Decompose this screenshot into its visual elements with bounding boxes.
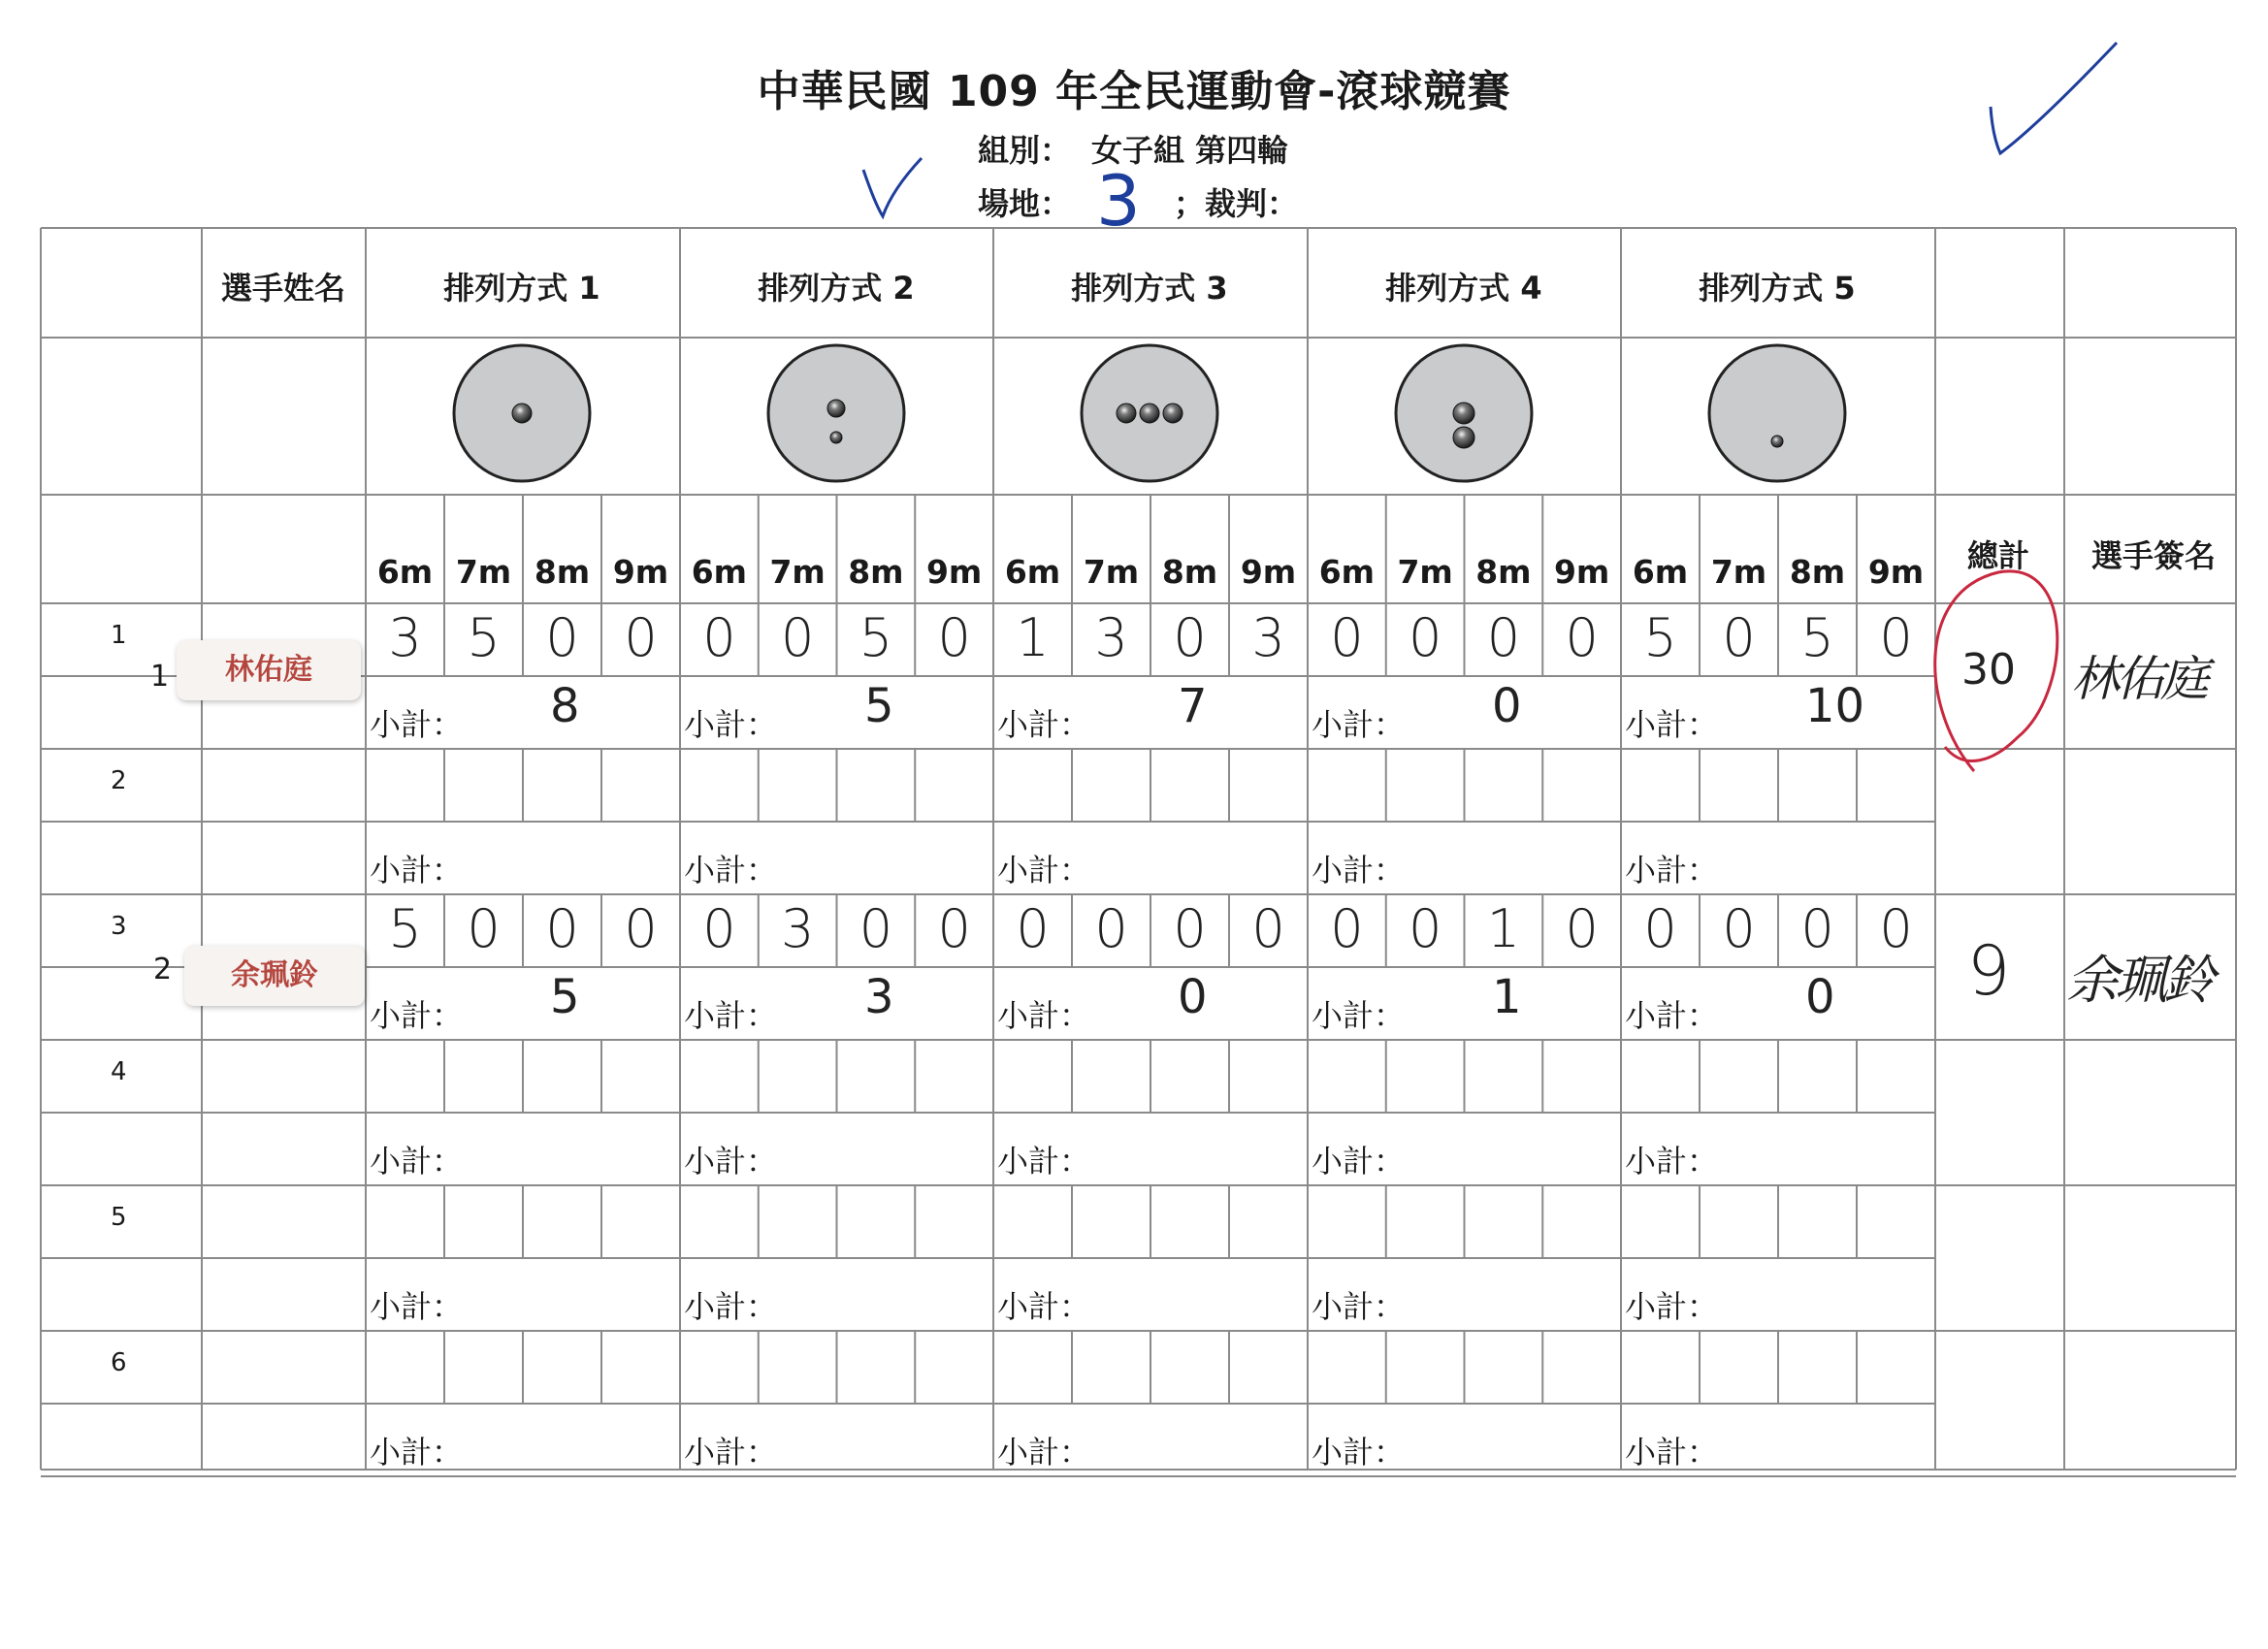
score-cell: 0 <box>545 607 579 668</box>
subtotal-value: 5 <box>864 679 894 733</box>
distance-header: 6m <box>1004 553 1061 591</box>
score-cell: 0 <box>1879 898 1913 959</box>
subtotal-label: 小計： <box>1312 1434 1406 1471</box>
subtotal-label: 小計： <box>684 852 778 889</box>
subtotal-label: 小計： <box>1312 1143 1406 1180</box>
score-cell: 0 <box>1408 898 1442 959</box>
score-cell: 3 <box>1094 607 1128 668</box>
subtotal-label: 小計： <box>1312 1288 1406 1325</box>
subtotal-label: 小計： <box>1625 997 1719 1034</box>
score-cell: 5 <box>1800 607 1834 668</box>
subtotal-value: 0 <box>1492 679 1522 733</box>
score-cell: 3 <box>388 607 422 668</box>
arrangement-2-header: 排列方式 2 <box>758 270 915 307</box>
score-cell: 0 <box>624 898 658 959</box>
arrangement-4-diagram <box>1396 345 1532 481</box>
score-cell: 0 <box>1486 607 1521 668</box>
score-cell: 0 <box>624 607 658 668</box>
distance-header: 8m <box>1789 553 1846 591</box>
venue-label: 場地： <box>978 185 1072 222</box>
venue-value: 3 <box>1096 160 1141 242</box>
score-cell: 0 <box>1565 898 1599 959</box>
score-cell: 0 <box>467 898 501 959</box>
player-2-seq: 2 <box>153 953 173 986</box>
distance-header: 7m <box>1710 553 1767 591</box>
subtotal-label: 小計： <box>997 1288 1091 1325</box>
subtotal-label: 小計： <box>997 997 1091 1034</box>
row-number: 5 <box>111 1203 127 1232</box>
arrangement-2-diagram <box>768 345 904 481</box>
subtotal-value: 8 <box>550 679 580 733</box>
score-cell: 0 <box>545 898 579 959</box>
score-cell: 0 <box>1722 607 1756 668</box>
score-cell: 0 <box>1016 898 1050 959</box>
subtotal-label: 小計： <box>997 706 1091 743</box>
score-cell: 0 <box>1565 607 1599 668</box>
subtotal-label: 小計： <box>1625 1288 1719 1325</box>
score-cell: 5 <box>388 898 422 959</box>
row-number: 3 <box>111 912 127 941</box>
subtotal-value: 10 <box>1805 679 1865 733</box>
distance-header: 6m <box>1318 553 1376 591</box>
distance-header: 7m <box>455 553 512 591</box>
subtotal-label: 小計： <box>997 1434 1091 1471</box>
subtotal-label: 小計： <box>1312 997 1406 1034</box>
subtotal-label: 小計： <box>1625 852 1719 889</box>
score-cell: 0 <box>1094 898 1128 959</box>
subtotal-value: 0 <box>1178 970 1208 1024</box>
score-cell: 0 <box>1643 898 1677 959</box>
arrangement-1-diagram <box>454 345 590 481</box>
score-cell: 0 <box>1879 607 1913 668</box>
distance-header: 7m <box>1397 553 1453 591</box>
subtotal-label: 小計： <box>1625 706 1719 743</box>
score-cell: 3 <box>1251 607 1285 668</box>
player-1-signature: 林佑庭 <box>2071 651 2205 707</box>
subtotal-label: 小計： <box>684 1143 778 1180</box>
score-cell: 0 <box>1330 898 1364 959</box>
row-number: 6 <box>111 1348 127 1377</box>
distance-header: 8m <box>1475 553 1532 591</box>
player-1-seq: 1 <box>150 660 170 694</box>
player-2-name: 余珮鈴 <box>184 946 365 1006</box>
distance-header: 9m <box>1867 553 1925 591</box>
distance-header: 9m <box>612 553 669 591</box>
score-cell: 0 <box>859 898 893 959</box>
arrangement-3-header: 排列方式 3 <box>1071 270 1228 307</box>
total-header: 總計 <box>1966 537 2029 574</box>
score-cell: 0 <box>1173 898 1207 959</box>
player-2-signature: 余珮鈴 <box>2066 950 2212 1011</box>
subtotal-label: 小計： <box>1625 1434 1719 1471</box>
score-cell: 0 <box>1251 898 1285 959</box>
distance-header: 6m <box>1632 553 1689 591</box>
player-name-header: 選手姓名 <box>220 270 345 307</box>
subtotal-value: 3 <box>864 970 894 1024</box>
row-number: 2 <box>111 766 127 795</box>
player-1-total: 30 <box>1961 645 2016 695</box>
score-cell: 0 <box>1408 607 1442 668</box>
referee-label: ；裁判： <box>1174 185 1299 222</box>
subtotal-value: 0 <box>1805 970 1835 1024</box>
arrangement-1-header: 排列方式 1 <box>443 270 600 307</box>
score-cell: 1 <box>1016 607 1050 668</box>
distance-header: 7m <box>1083 553 1140 591</box>
subtotal-label: 小計： <box>370 1143 464 1180</box>
score-cell: 5 <box>859 607 893 668</box>
row-number: 4 <box>111 1057 127 1086</box>
subtotal-label: 小計： <box>997 852 1091 889</box>
subtotal-label: 小計： <box>684 1288 778 1325</box>
score-cell: 0 <box>937 607 971 668</box>
subtotal-label: 小計： <box>684 997 778 1034</box>
distance-header: 9m <box>1553 553 1610 591</box>
score-cell: 3 <box>780 898 815 959</box>
arrangement-4-header: 排列方式 4 <box>1385 270 1542 307</box>
distance-header: 9m <box>925 553 983 591</box>
score-cell: 5 <box>1643 607 1677 668</box>
arrangement-3-diagram <box>1082 345 1217 481</box>
arrangement-5-header: 排列方式 5 <box>1699 270 1856 307</box>
distance-header: 7m <box>769 553 826 591</box>
group-label: 組別： <box>978 132 1072 169</box>
score-cell: 0 <box>1330 607 1364 668</box>
signature-header: 選手簽名 <box>2090 537 2216 574</box>
score-cell: 0 <box>1800 898 1834 959</box>
row-number: 1 <box>111 621 127 650</box>
distance-header: 8m <box>534 553 591 591</box>
subtotal-label: 小計： <box>370 1434 464 1471</box>
subtotal-label: 小計： <box>370 852 464 889</box>
subtotal-value: 5 <box>550 970 580 1024</box>
arrangement-5-diagram <box>1709 345 1845 481</box>
subtotal-label: 小計： <box>1312 852 1406 889</box>
score-cell: 0 <box>702 607 736 668</box>
subtotal-value: 1 <box>1492 970 1522 1024</box>
subtotal-label: 小計： <box>684 1434 778 1471</box>
score-cell: 5 <box>467 607 501 668</box>
score-cell: 0 <box>780 607 815 668</box>
subtotal-label: 小計： <box>684 706 778 743</box>
distance-header: 6m <box>376 553 434 591</box>
subtotal-label: 小計： <box>370 997 464 1034</box>
score-cell: 0 <box>702 898 736 959</box>
subtotal-label: 小計： <box>997 1143 1091 1180</box>
distance-header: 6m <box>691 553 748 591</box>
score-cell: 0 <box>1722 898 1756 959</box>
page-title: 中華民國 109 年全民運動會-滾球競賽 <box>757 67 1511 116</box>
player-2-total: 9 <box>1966 931 2011 1011</box>
distance-header: 9m <box>1240 553 1297 591</box>
group-value: 女子組 第四輪 <box>1091 132 1289 169</box>
distance-header: 8m <box>848 553 904 591</box>
subtotal-value: 7 <box>1178 679 1208 733</box>
subtotal-label: 小計： <box>1312 706 1406 743</box>
score-cell: 1 <box>1486 898 1521 959</box>
score-cell: 0 <box>1173 607 1207 668</box>
subtotal-label: 小計： <box>1625 1143 1719 1180</box>
player-1-name: 林佑庭 <box>177 640 361 700</box>
subtotal-label: 小計： <box>370 1288 464 1325</box>
subtotal-label: 小計： <box>370 706 464 743</box>
distance-header: 8m <box>1161 553 1218 591</box>
score-cell: 0 <box>937 898 971 959</box>
